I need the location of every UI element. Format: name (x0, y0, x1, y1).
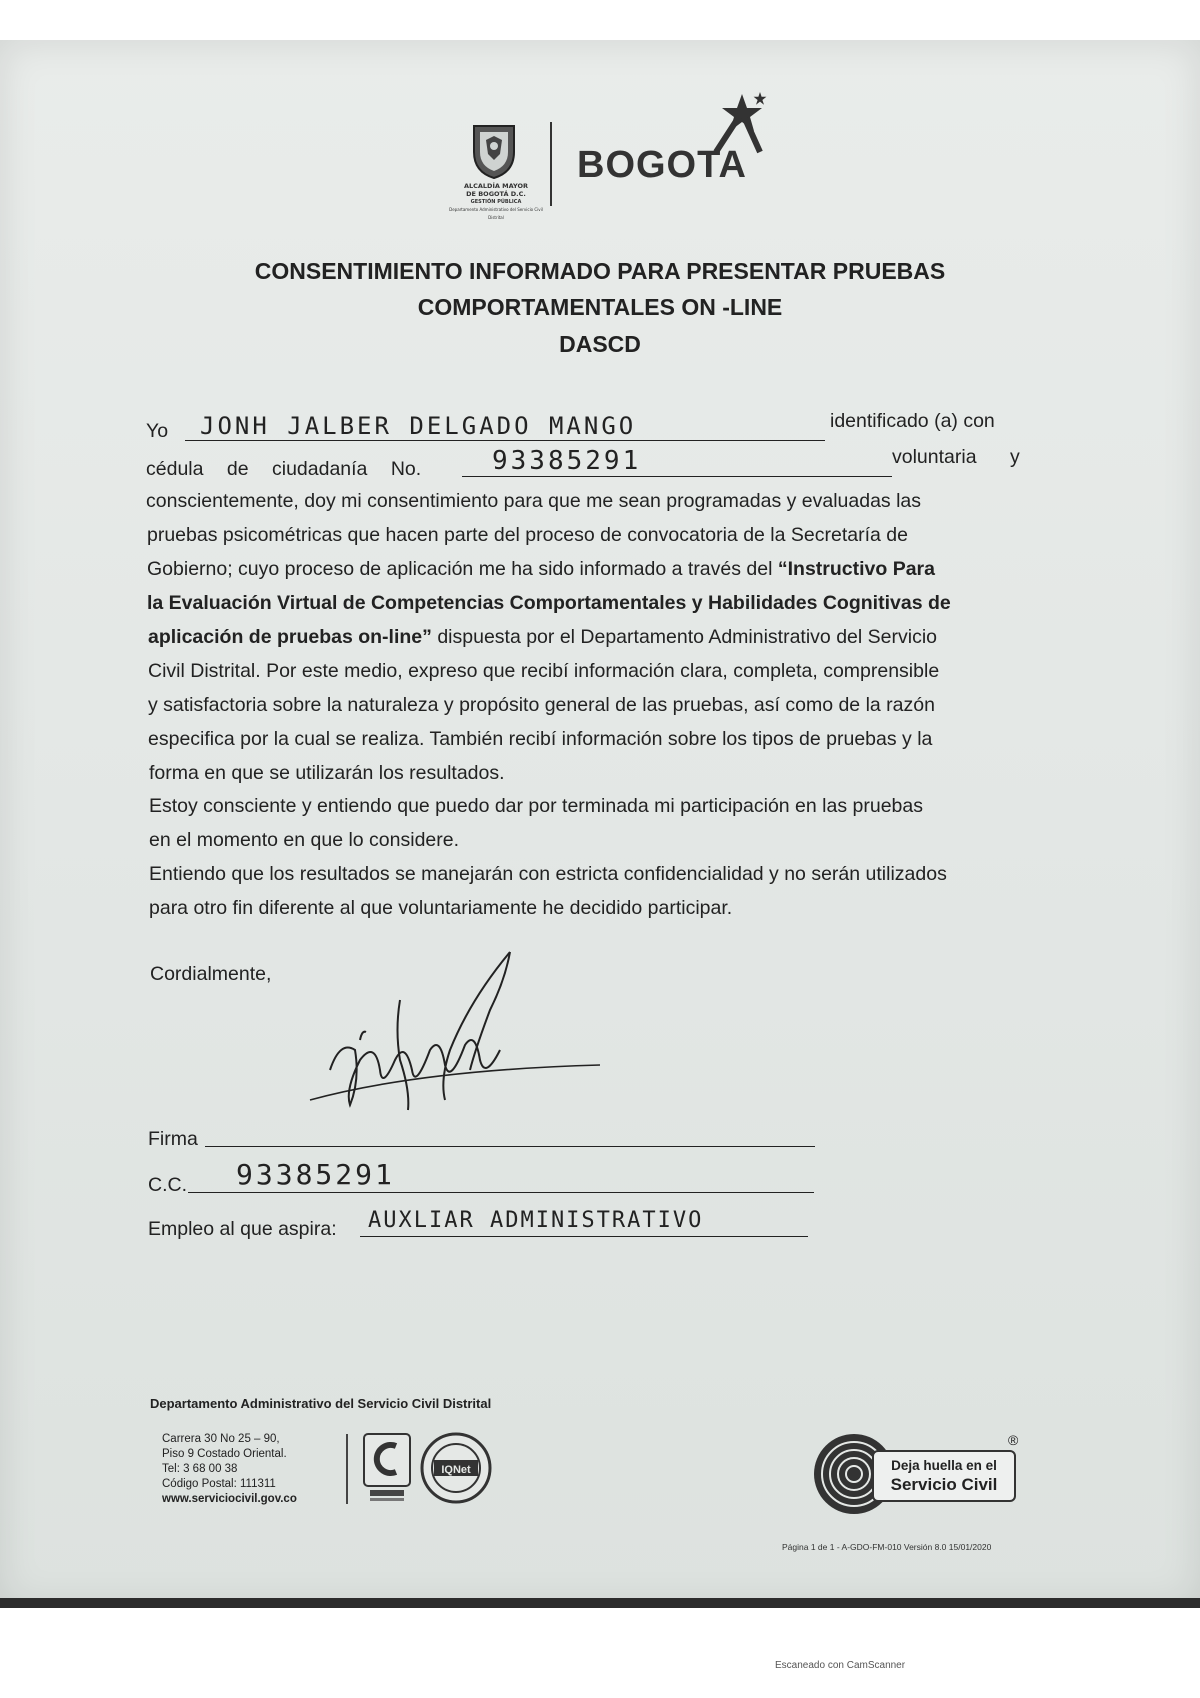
body-line-6 (147, 592, 951, 615)
footer-organization: Departamento Administrativo del Servicio Civil Distrital (150, 1396, 492, 1411)
badge-line-1: Deja huella en el (891, 1458, 997, 1473)
page-version-info: Página 1 de 1 - A-GDO-FM-010 Versión 8.0 15/01/2020 (782, 1542, 992, 1552)
document-title-line-3: DASCD (559, 331, 641, 357)
identificado-label: identificado (a) con (830, 410, 995, 432)
body-line-15: para otro fin diferente al que voluntariamente he decidido participar. (149, 897, 733, 919)
body-line-12: Estoy consciente y entiendo que puedo dar por terminada mi participación en las pruebas (149, 795, 923, 817)
coat-of-arms-icon (470, 122, 518, 180)
cc-underline (188, 1192, 814, 1193)
body-line-10: especifica por la cual se realiza. También recibí información sobre los tipos de pruebas y la (148, 728, 933, 750)
name-underline (185, 440, 825, 441)
deja-huella-badge (872, 1450, 1016, 1502)
address-line-2: Piso 9 Costado Oriental. (162, 1448, 287, 1460)
cedula-handwritten-value: 93385291 (492, 446, 642, 476)
scan-top-margin (0, 0, 1200, 42)
body-line-3: conscientemente, doy mi consentimiento para que me sean programadas y evaluadas las (146, 490, 922, 512)
instructivo-title-part-1: “Instructivo Para (777, 558, 935, 580)
iso-certification-icon (362, 1432, 412, 1504)
empleo-label: Empleo al que aspira: (148, 1218, 337, 1240)
bogota-brand-logo: BOGOTA (577, 144, 747, 186)
address-line-1: Carrera 30 No 25 – 90, (162, 1433, 280, 1445)
body-line-11: forma en que se utilizarán los resultados. (149, 762, 505, 784)
handwritten-signature (300, 940, 620, 1160)
logo-divider (550, 122, 552, 206)
yo-label: Yo (146, 420, 169, 442)
empleo-underline (360, 1236, 808, 1237)
closing-text: Cordialmente, (150, 963, 272, 985)
seal-line-4: Departamento Administrativo del Servicio Civil Distrital (449, 207, 543, 220)
body-line-14: Entiendo que los resultados se manejarán con estricta confidencialidad y no serán utilizados (149, 863, 947, 885)
alcaldia-seal-logo (448, 122, 544, 222)
cedula-label: cédula de ciudadanía No. (146, 458, 422, 480)
instructivo-title-part-2: la Evaluación Virtual de Competencias Comportamentales y Habilidades Cognitivas de (147, 592, 951, 614)
badge-line-2: Servicio Civil (890, 1475, 998, 1494)
body-line-13: en el momento en que lo considere. (149, 829, 460, 851)
footer-address (162, 1432, 297, 1507)
body-line-7-text: dispuesta por el Departamento Administrativo del Servicio (431, 626, 937, 648)
cc-label: C.C. (148, 1174, 187, 1196)
address-postal-code: Código Postal: 111311 (162, 1478, 276, 1490)
body-line-8: Civil Distrital. Por este medio, expreso que recibí información clara, completa, comprensible (148, 660, 940, 682)
body-line-7 (148, 626, 937, 649)
document-title-line-1: CONSENTIMIENTO INFORMADO PARA PRESENTAR PRUEBAS (254, 258, 946, 284)
seal-line-2: DE BOGOTÁ D.C. (466, 190, 526, 198)
cedula-underline (462, 476, 892, 477)
website-link[interactable]: www.serviciocivil.gov.co (162, 1493, 297, 1505)
scanner-watermark: Escaneado con CamScanner (775, 1660, 906, 1671)
body-line-5-text: Gobierno; cuyo proceso de aplicación me ha sido informado a través del (147, 558, 778, 580)
iqnet-label: IQNet (441, 1464, 471, 1476)
seal-line-1: ALCALDÍA MAYOR (463, 182, 529, 190)
body-line-4: pruebas psicométricas que hacen parte del proceso de convocatoria de la Secretaría de (147, 524, 908, 546)
voluntaria-label: voluntaria y (892, 446, 1020, 468)
address-phone: Tel: 3 68 00 38 (162, 1463, 238, 1475)
scan-bottom-edge (0, 1598, 1200, 1608)
name-handwritten-value: JONH JALBER DELGADO MANGO (200, 412, 637, 440)
body-line-5 (147, 558, 935, 581)
firma-label: Firma (148, 1128, 198, 1150)
instructivo-title-part-3: aplicación de pruebas on-line” (148, 626, 432, 648)
body-line-9: y satisfactoria sobre la naturaleza y propósito general de las pruebas, así como de la razón (148, 694, 935, 716)
footer-divider (346, 1434, 348, 1504)
star-logo-icon (712, 92, 768, 154)
cc-handwritten-value: 93385291 (236, 1158, 395, 1191)
firma-underline (205, 1146, 815, 1147)
registered-mark: ® (1008, 1432, 1019, 1448)
iqnet-certification-icon (418, 1432, 494, 1508)
seal-line-3: GESTIÓN PÚBLICA (470, 199, 522, 205)
document-title-line-2: COMPORTAMENTALES ON -LINE (417, 294, 783, 320)
empleo-handwritten-value: AUXLIAR ADMINISTRATIVO (368, 1208, 704, 1233)
